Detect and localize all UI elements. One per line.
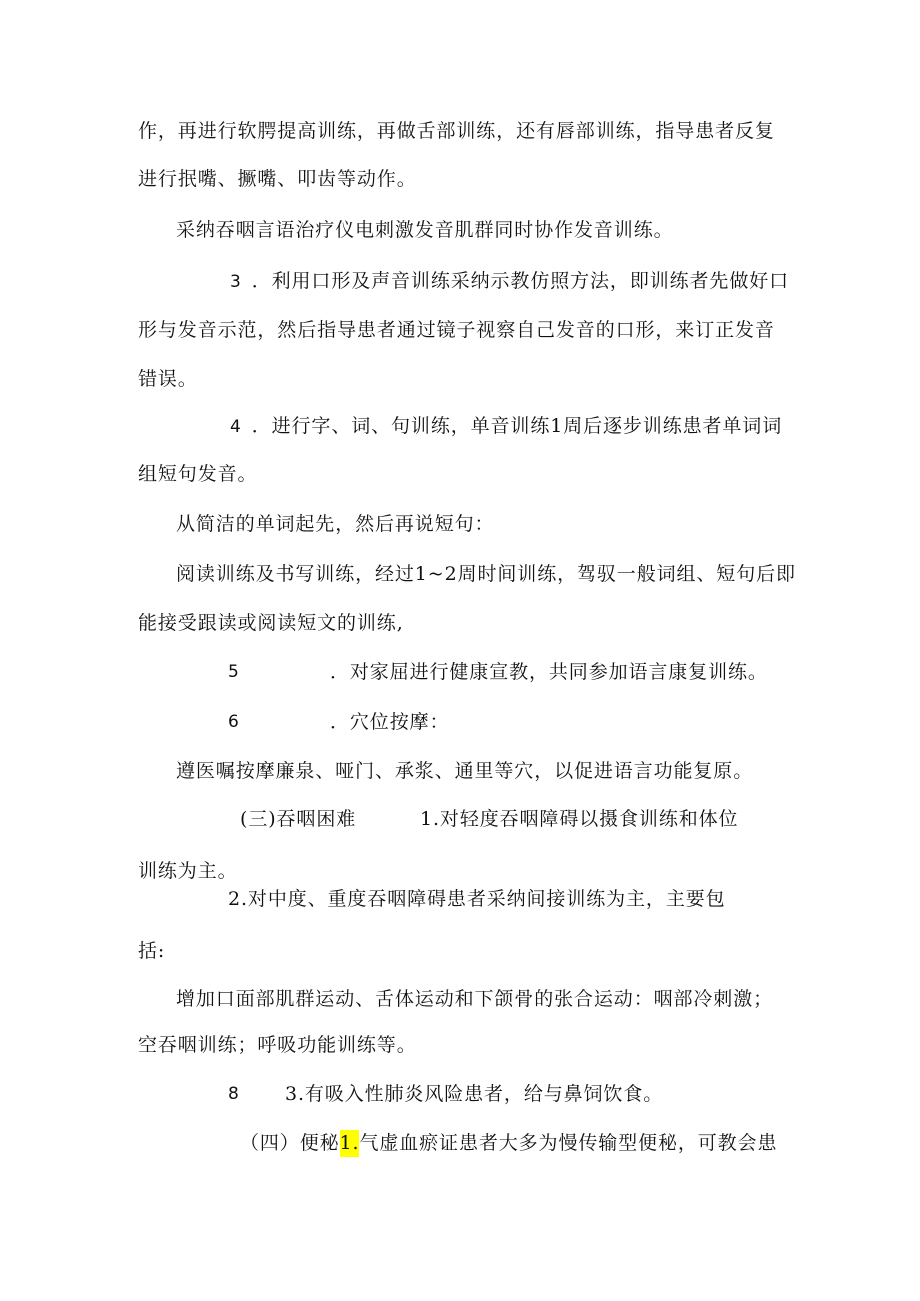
list-text-5: ．对家屈进行健康宣教，共同参加语言康复训练。	[330, 661, 768, 683]
list-item-3	[230, 268, 789, 295]
list-number: 4	[230, 417, 242, 437]
section-heading-dysphagia: (三)吞咽困难	[240, 808, 357, 830]
paragraph-line: 从简洁的单词起先，然后再说短句：	[176, 513, 495, 535]
list-number-6: 6	[228, 712, 240, 732]
paragraph-line: 组短句发音。	[138, 463, 258, 485]
paragraph-line: 括:	[138, 940, 166, 962]
paragraph-line: 进行抿嘴、撅嘴、叩齿等动作。	[138, 168, 417, 190]
list-text: 2.对中度、重度吞咽障碍患者采纳间接训练为主，主要包	[228, 888, 726, 910]
list-text: 1.对轻度吞咽障碍以摄食训练和体位	[420, 808, 739, 830]
list-text: 3.有吸入性肺炎风险患者，给与鼻饲饮食。	[285, 1083, 664, 1105]
paragraph-line: 空吞咽训练；呼吸功能训练等。	[138, 1034, 417, 1056]
paragraph-line: 采纳吞咽言语治疗仪电刺激发音肌群同时协作发音训练。	[176, 219, 674, 241]
list-text: 气虚血瘀证患者大多为慢传输型便秘，可教会患	[359, 1132, 778, 1154]
paragraph-line: 增加口面部肌群运动、舌体运动和下颌骨的张合运动：咽部冷刺激；	[176, 988, 774, 1010]
list-item-4	[230, 413, 782, 440]
list-text-6: ．穴位按摩：	[330, 711, 450, 733]
list-text: ．进行字、词、句训练，单音训练1周后逐步训练患者单词词	[251, 415, 783, 437]
list-number-8: 8	[228, 1084, 240, 1104]
paragraph-line: 作，再进行软腭提高训练，再做舌部训练，还有唇部训练，指导患者反复	[138, 120, 775, 142]
list-number: 3	[230, 272, 242, 292]
list-number-5: 5	[228, 662, 240, 682]
highlighted-text: 1.	[340, 1130, 360, 1157]
paragraph-line: 形与发音示范，然后指导患者通过镜子视察自己发音的口形，来订正发音	[138, 319, 775, 341]
paragraph-line: 训练为主。	[138, 860, 238, 882]
section-heading-constipation	[240, 1130, 777, 1156]
list-text: ．利用口形及声音训练采纳示教仿照方法，即训练者先做好口	[251, 270, 790, 292]
paragraph-line: 遵医嘱按摩廉泉、哑门、承浆、通里等穴，以促进语言功能复原。	[176, 760, 754, 782]
paragraph-line: 阅读训练及书写训练，经过1~2周时间训练，驾驭一般词组、短句后即	[176, 563, 796, 585]
paragraph-line: 能接受跟读或阅读短文的训练,	[138, 612, 404, 634]
paragraph-line: 错误。	[138, 368, 198, 390]
heading-label: （四）便秘	[240, 1132, 340, 1154]
